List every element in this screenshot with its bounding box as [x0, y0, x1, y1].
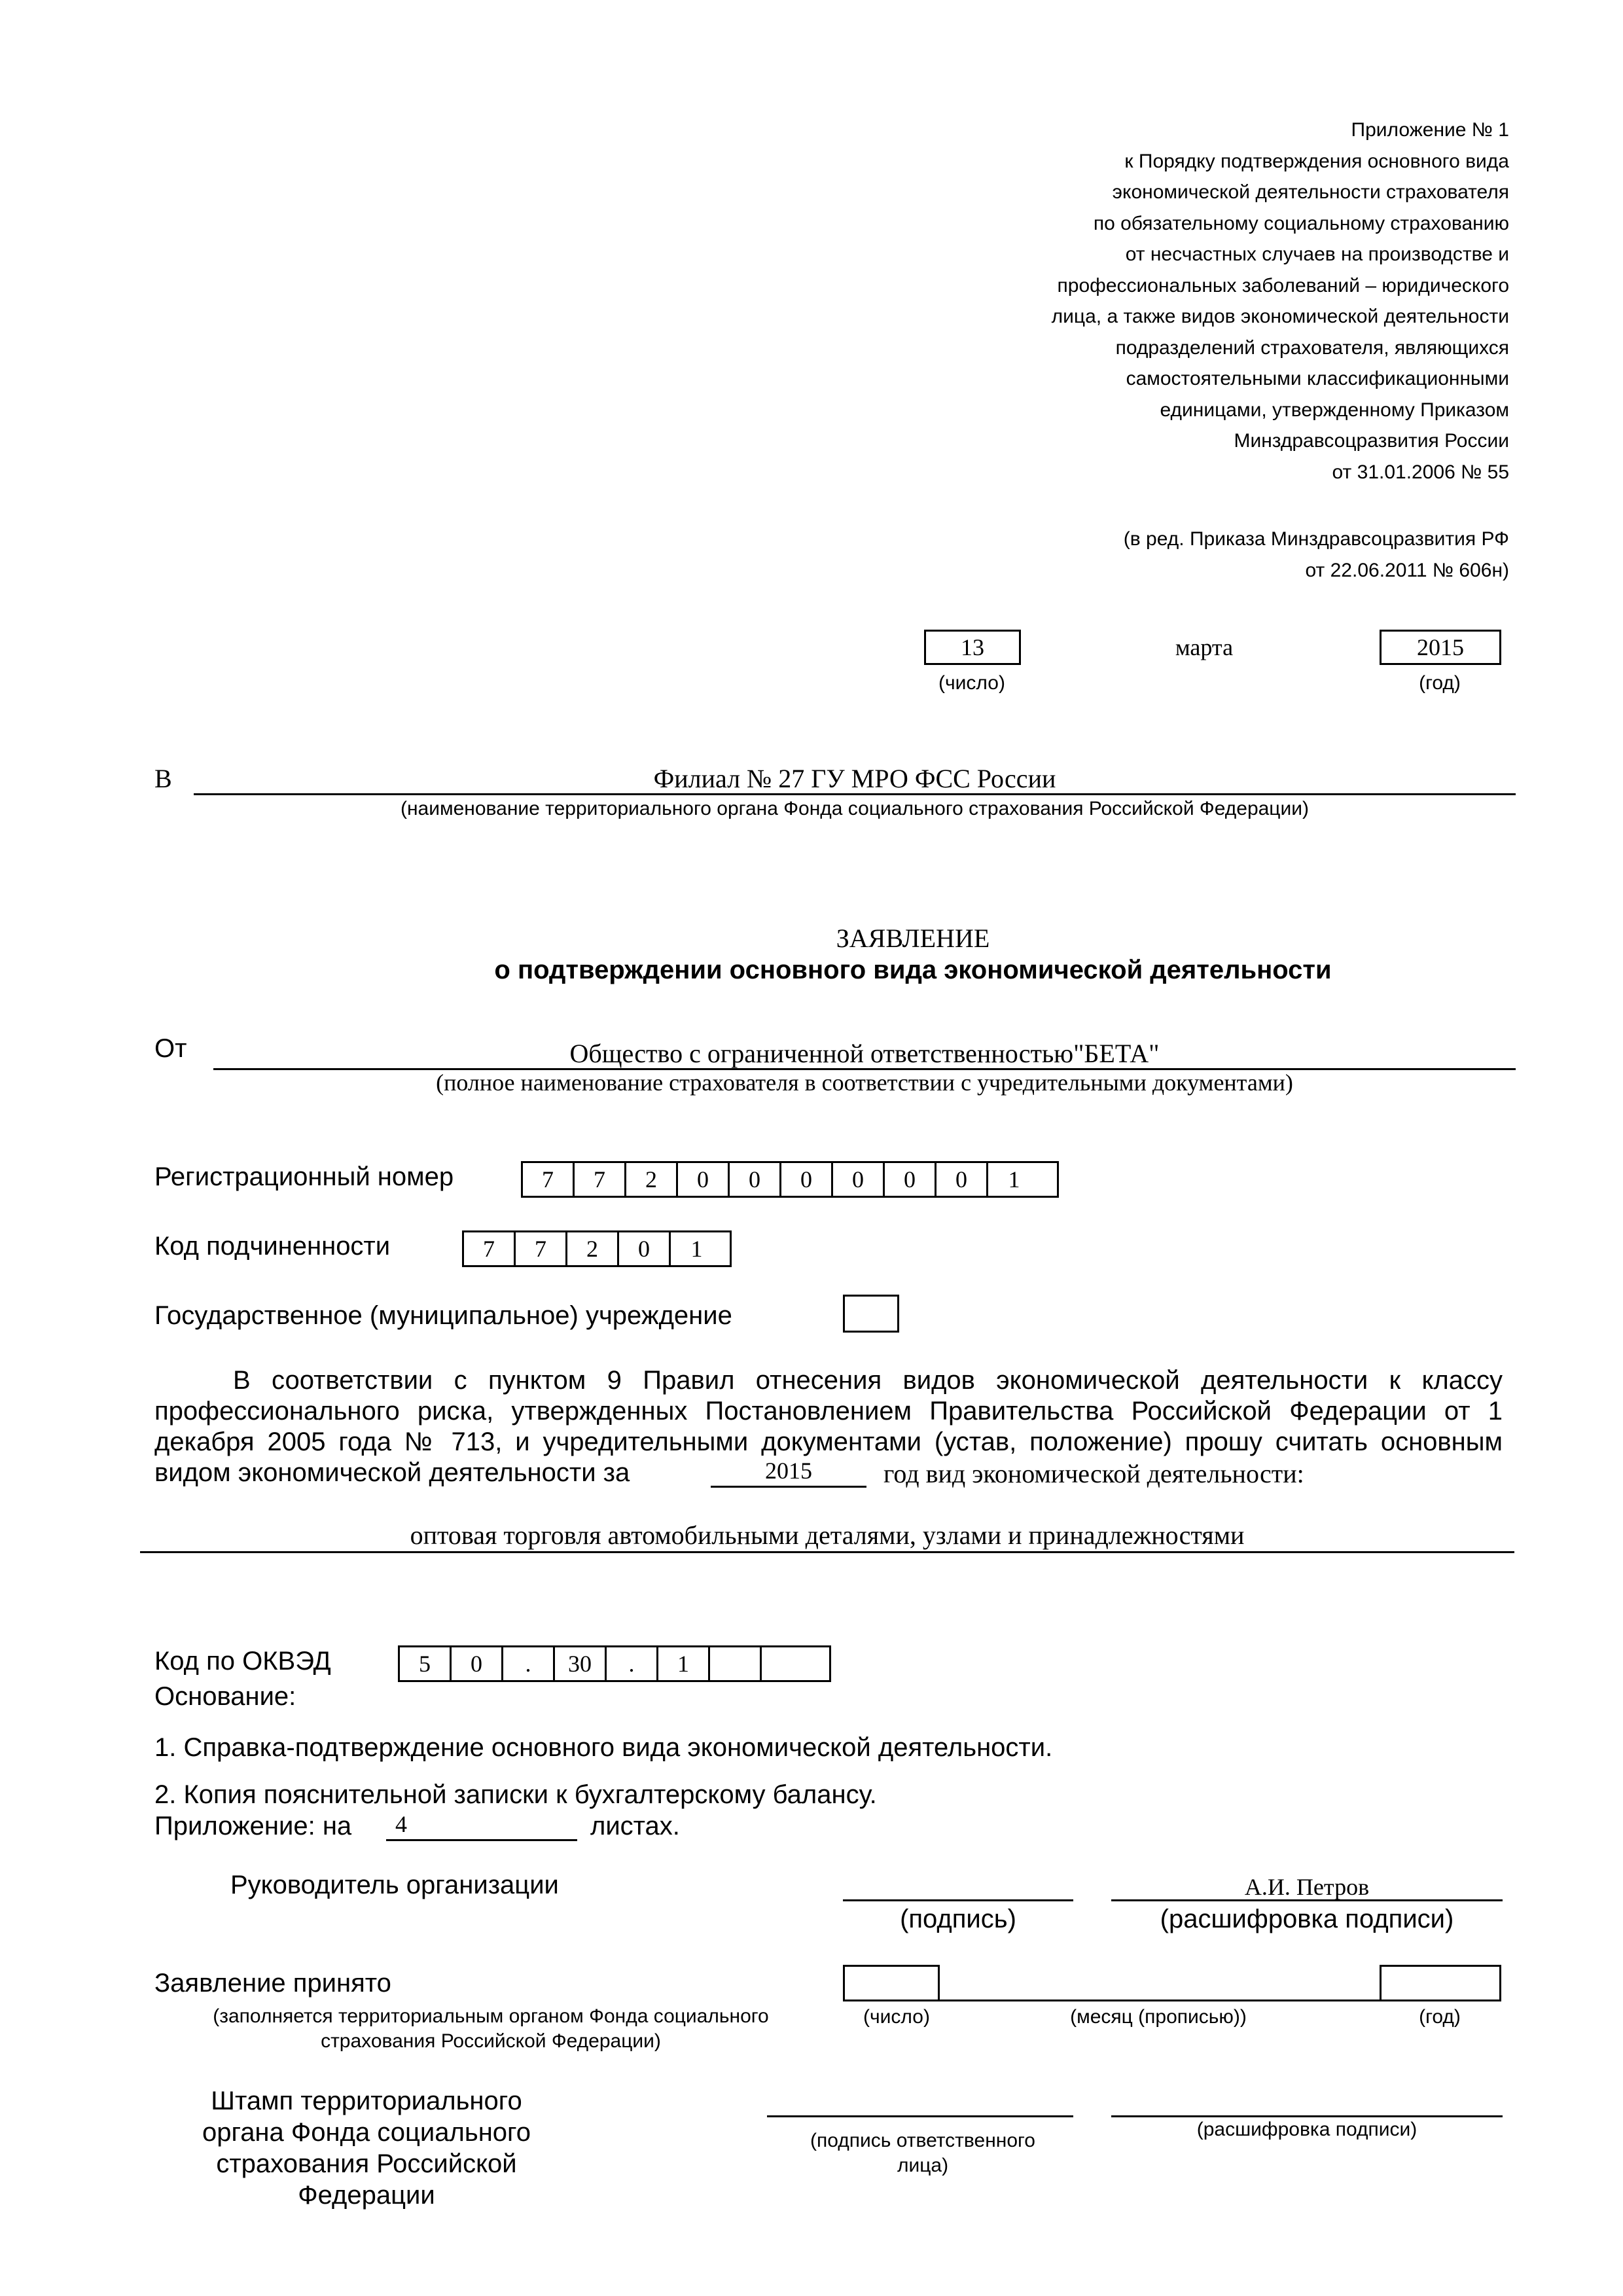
stamp-decoding-line[interactable] — [1111, 2115, 1503, 2117]
registration-digit: 0 — [730, 1163, 781, 1196]
appendix-note-line: к Порядку подтверждения основного вида — [1124, 150, 1509, 172]
okved-digit: . — [503, 1647, 555, 1680]
accepted-label: Заявление принято — [154, 1969, 391, 1998]
appendix-note — [851, 115, 1509, 488]
date-day: 13 — [961, 634, 984, 660]
accepted-year-caption: (год) — [1419, 2006, 1461, 2028]
subordination-digit: 7 — [464, 1232, 516, 1265]
appendix-note-line: Минздравсоцразвития России — [1234, 430, 1509, 452]
stamp-label: Штамп территориального органа Фонда социального страхования Российской Федерации — [202, 2087, 531, 2210]
registration-digit: 2 — [626, 1163, 678, 1196]
appendix-note-line: самостоятельными классификационными — [1126, 368, 1509, 389]
registration-digit: 1 — [1008, 1166, 1020, 1193]
attachment-suffix: листах. — [590, 1812, 680, 1840]
report-year-underline — [711, 1486, 866, 1488]
registration-cells[interactable] — [521, 1161, 1059, 1198]
subordination-digit: 1 — [690, 1236, 703, 1262]
activity-underline — [140, 1551, 1514, 1553]
date-year-box[interactable] — [1380, 630, 1501, 665]
applicant-value[interactable]: Общество с ограниченной ответственностью"БЕТА" — [569, 1039, 1160, 1068]
accepted-month-line[interactable] — [940, 2000, 1380, 2001]
accepted-month-caption: (месяц (прописью)) — [1070, 2006, 1247, 2028]
body-last-line-end: год вид экономической деятельности: — [883, 1459, 1304, 1488]
signature-name-underline — [1111, 1899, 1503, 1901]
date-year: 2015 — [1417, 634, 1464, 660]
appendix-note-line: единицами, утвержденному Приказом — [1160, 399, 1509, 421]
signature-role: Руководитель организации — [230, 1871, 559, 1899]
body-paragraph-text: В соответствии с пунктом 9 Правил отнесения видов экономической деятельности к классу профессионального риска, утвержденных Постановлением Правительства Российской Федерации от 1 декабря 2005 года № 713, и учредительными документами (устав, положение) прошу считать основным — [154, 1366, 1503, 1456]
stamp-signature-line[interactable] — [767, 2115, 1073, 2117]
recipient-caption: (наименование территориального органа Фонда социального страхования Российской Федерации) — [400, 798, 1309, 819]
appendix-note-line: от 31.01.2006 № 55 — [1332, 461, 1509, 483]
body-last-line-start: видом экономической деятельности за — [154, 1458, 630, 1487]
accepted-note: (заполняется территориальным органом Фонда социального страхования Российской Федерации) — [213, 2005, 769, 2052]
registration-digit: 0 — [936, 1163, 988, 1196]
attachment-prefix: Приложение: на — [154, 1812, 352, 1840]
body-paragraph — [154, 1365, 1503, 1458]
okved-digit: 0 — [452, 1647, 503, 1680]
subordination-digit: 0 — [619, 1232, 671, 1265]
municipal-checkbox[interactable] — [843, 1295, 899, 1333]
recipient-value[interactable]: Филиал № 27 ГУ МРО ФСС России — [653, 764, 1056, 793]
stamp-signature-caption: (подпись ответственного лица) — [810, 2130, 1035, 2176]
signature-name[interactable]: А.И. Петров — [1244, 1874, 1370, 1900]
attachment-count[interactable]: 4 — [395, 1811, 407, 1837]
okved-label: Код по ОКВЭД — [154, 1647, 331, 1676]
signature-caption: (подпись) — [900, 1905, 1016, 1933]
attachment-underline — [386, 1839, 577, 1841]
applicant-caption: (полное наименование страхователя в соответствии с учредительными документами) — [436, 1069, 1293, 1096]
date-day-caption: (число) — [938, 672, 1005, 694]
accepted-year-box[interactable] — [1380, 1965, 1501, 2001]
appendix-note-line: профессиональных заболеваний – юридического — [1057, 274, 1509, 296]
applicant-prefix: От — [154, 1034, 187, 1063]
registration-digit: 0 — [781, 1163, 833, 1196]
okved-digit: . — [607, 1647, 658, 1680]
doc-title: ЗАЯВЛЕНИЕ — [836, 924, 990, 953]
basis-label: Основание: — [154, 1682, 296, 1711]
date-year-caption: (год) — [1419, 672, 1461, 694]
registration-label: Регистрационный номер — [154, 1162, 454, 1191]
accepted-day-caption: (число) — [863, 2006, 930, 2028]
edition-note-line: (в ред. Приказа Минздравсоцразвития РФ — [1123, 528, 1509, 550]
recipient-underline — [194, 793, 1516, 795]
appendix-note-line: по обязательному социальному страхованию — [1093, 212, 1509, 234]
okved-digit — [762, 1647, 813, 1680]
appendix-note-line: от несчастных случаев на производстве и — [1125, 243, 1509, 265]
stamp-decoding-caption: (расшифровка подписи) — [1196, 2119, 1418, 2140]
appendix-note-line: лица, а также видов экономической деятельности — [1051, 306, 1509, 327]
appendix-note-line: экономической деятельности страхователя — [1112, 181, 1509, 203]
signature-decoding-caption: (расшифровка подписи) — [1160, 1905, 1454, 1933]
registration-digit: 0 — [678, 1163, 730, 1196]
report-year[interactable]: 2015 — [765, 1458, 812, 1484]
accepted-day-box[interactable] — [843, 1965, 940, 2001]
okved-digit: 1 — [658, 1647, 710, 1680]
doc-subtitle: о подтверждении основного вида экономической деятельности — [494, 956, 1332, 984]
edition-note — [851, 524, 1509, 586]
signature-line[interactable] — [843, 1899, 1073, 1901]
registration-digit: 0 — [833, 1163, 885, 1196]
subordination-digit: 7 — [516, 1232, 567, 1265]
date-month[interactable]: марта — [1175, 634, 1234, 660]
edition-note-line: от 22.06.2011 № 606н) — [1305, 559, 1509, 581]
registration-digit: 7 — [523, 1163, 575, 1196]
okved-digit: 5 — [400, 1647, 452, 1680]
basis-item-1: 1. Справка-подтверждение основного вида экономической деятельности. — [154, 1733, 1053, 1762]
registration-digit: 7 — [575, 1163, 626, 1196]
municipal-label: Государственное (муниципальное) учреждение — [154, 1301, 732, 1330]
subordination-label: Код подчиненности — [154, 1232, 391, 1261]
appendix-note-line: подразделений страхователя, являющихся — [1115, 336, 1509, 359]
okved-cells[interactable] — [398, 1645, 831, 1682]
recipient-prefix: В — [154, 764, 172, 793]
okved-digit: 30 — [555, 1647, 607, 1680]
subordination-digit: 2 — [567, 1232, 619, 1265]
appendix-note-line: Приложение № 1 — [1351, 119, 1509, 141]
okved-digit — [710, 1647, 762, 1680]
registration-digit: 0 — [885, 1163, 936, 1196]
basis-item-2: 2. Копия пояснительной записки к бухгалтерскому балансу. — [154, 1780, 877, 1809]
date-day-box[interactable] — [924, 630, 1021, 665]
subordination-cells[interactable] — [462, 1230, 732, 1267]
activity-value[interactable]: оптовая торговля автомобильными деталями, узлами и принадлежностями — [410, 1520, 1245, 1550]
